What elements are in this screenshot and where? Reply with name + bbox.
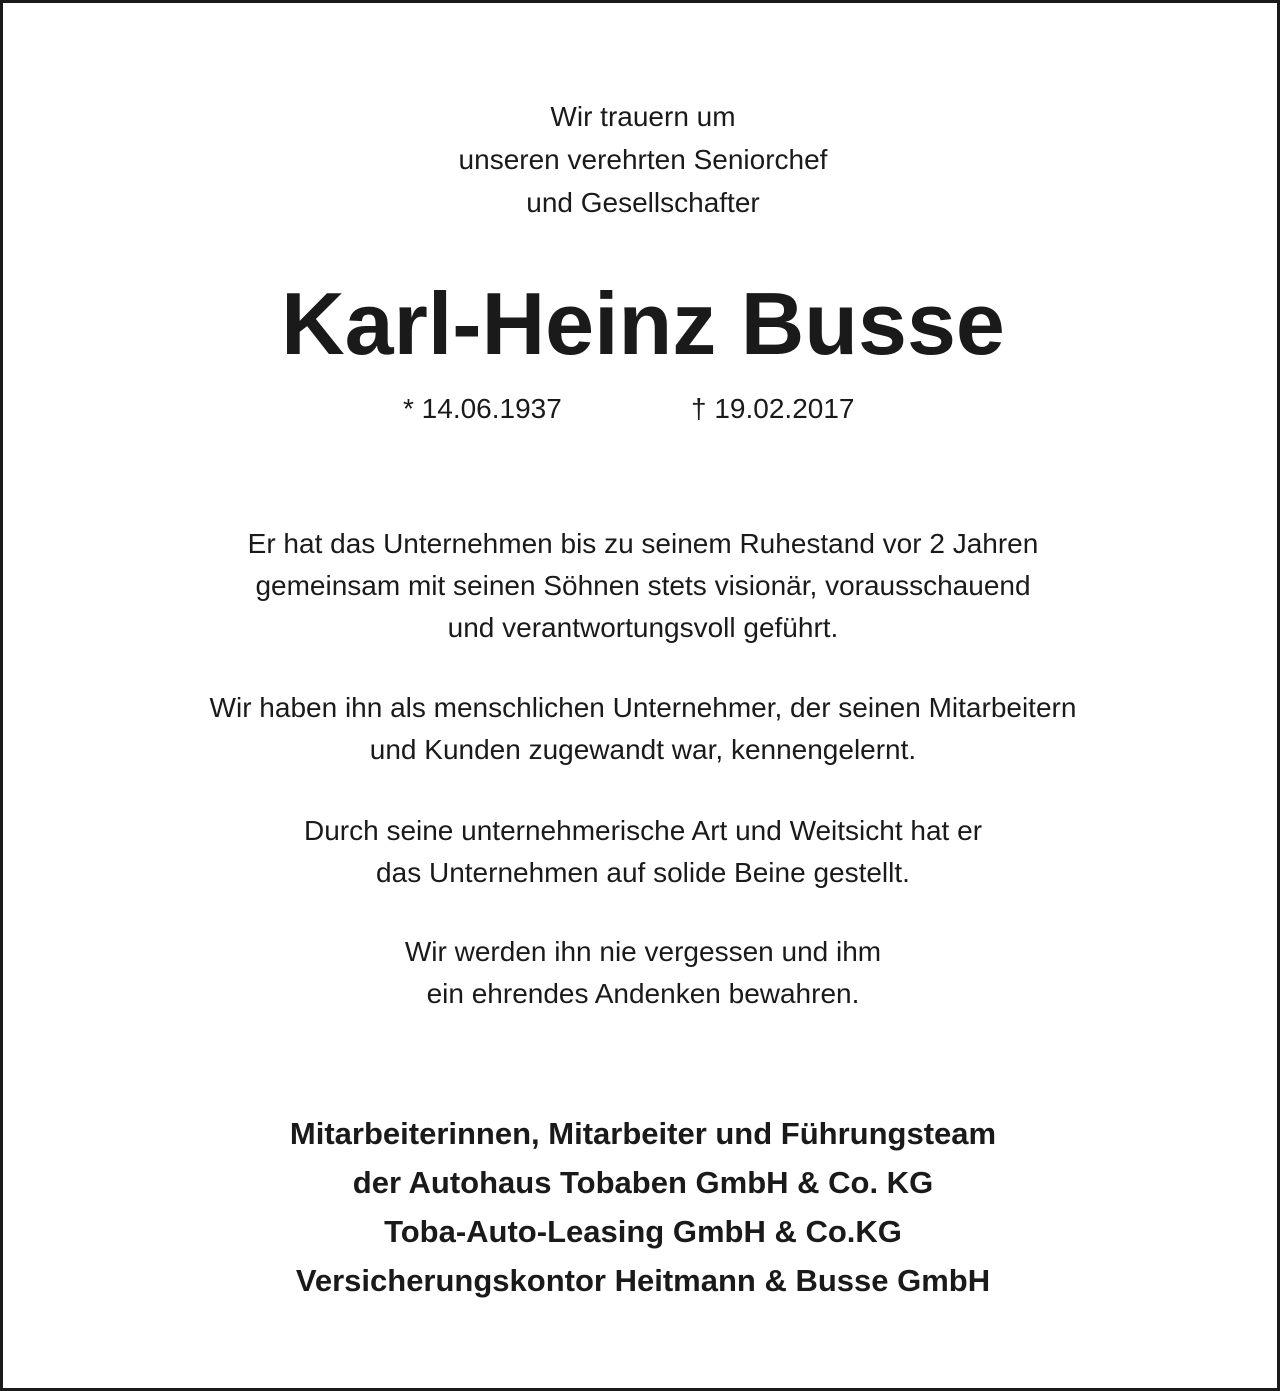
signature-line: Versicherungskontor Heitmann & Busse GmbH	[295, 1263, 991, 1298]
deceased-name: Karl-Heinz Busse	[281, 274, 1005, 373]
death-date: † 19.02.2017	[691, 393, 855, 424]
paragraph-line: gemeinsam mit seinen Söhnen stets visionär, vorausschauend	[255, 570, 1031, 601]
signature-line: Toba-Auto-Leasing GmbH & Co.KG	[384, 1214, 902, 1249]
paragraph-line: Wir werden ihn nie vergessen und ihm	[404, 936, 882, 967]
signature-line: der Autohaus Tobaben GmbH & Co. KG	[352, 1165, 934, 1200]
paragraph-line: Durch seine unternehmerische Art und Weitsicht hat er	[303, 815, 983, 846]
paragraph-line: das Unternehmen auf solide Beine gestellt.	[376, 857, 910, 888]
birth-date: * 14.06.1937	[403, 393, 562, 424]
paragraph-line: Wir haben ihn als menschlichen Unternehmer, der seinen Mitarbeitern	[209, 692, 1077, 723]
intro-line: Wir trauern um	[550, 101, 736, 132]
signature-line: Mitarbeiterinnen, Mitarbeiter und Führungsteam	[289, 1116, 997, 1151]
intro-line: und Gesellschafter	[526, 187, 760, 218]
paragraph-line: Er hat das Unternehmen bis zu seinem Ruhestand vor 2 Jahren	[247, 528, 1039, 559]
paragraph-line: und verantwortungsvoll geführt.	[447, 612, 839, 643]
intro-line: unseren verehrten Seniorchef	[458, 144, 828, 175]
paragraph-line: und Kunden zugewandt war, kennengelernt.	[369, 734, 917, 765]
paragraph-line: ein ehrendes Andenken bewahren.	[426, 978, 860, 1009]
